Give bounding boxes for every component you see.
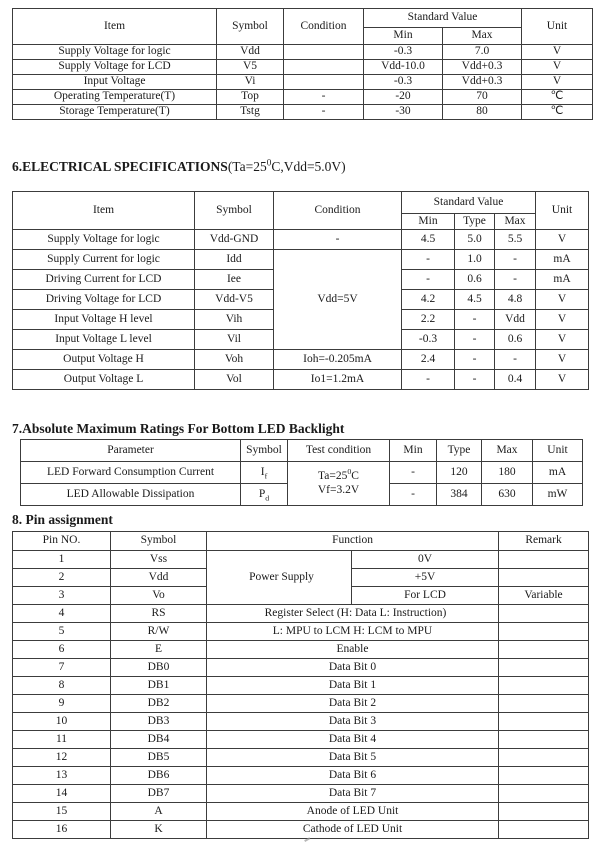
cell-pin-no: 13 [13,767,111,785]
cell-pin-no: 12 [13,749,111,767]
cell-max: Vdd+0.3 [443,60,522,75]
cell-pin-no: 3 [13,587,111,605]
cell-function: Anode of LED Unit [207,803,499,821]
cell-symbol: $I_f$ [241,462,288,484]
cell-unit: mW [533,484,583,506]
cell-item: Operating Temperature(T) [13,90,217,105]
col-header-type: Type [455,214,495,230]
cell-item: Output Voltage L [13,370,195,390]
cell-unit: V [536,290,589,310]
cell-pin-no: 2 [13,569,111,587]
cell-symbol: Idd [195,250,274,270]
cell-min: -30 [364,105,443,120]
cell-function: Data Bit 1 [207,677,499,695]
table-row [13,785,589,803]
pin-assignment-table [12,531,589,839]
cell-function: Data Bit 5 [207,749,499,767]
cell-symbol: DB0 [111,659,207,677]
cell-type: 384 [437,484,482,506]
cell-min: - [402,370,455,390]
cell-function-value: For LCD [352,587,499,605]
cell-remark [499,641,589,659]
test-condition-line1: $Ta=25^0C$ [318,466,359,482]
cell-remark [499,569,589,587]
cell-max: 0.6 [495,330,536,350]
cell-item: Output Voltage H [13,350,195,370]
cell-symbol: Tstg [217,105,284,120]
cell-type: - [455,310,495,330]
cell-item: Supply Voltage for logic [13,230,195,250]
cell-symbol: Vol [195,370,274,390]
table-row [13,60,593,75]
col-header-remark: Remark [499,532,589,551]
cell-max: 630 [482,484,533,506]
col-header-test-condition: Test condition [288,440,390,462]
col-header-item: Item [13,192,195,230]
cell-condition: - [284,90,364,105]
table-row [13,749,589,767]
table-row [13,45,593,60]
cell-remark [499,677,589,695]
cell-remark [499,713,589,731]
cell-min: -20 [364,90,443,105]
col-header-symbol: Symbol [195,192,274,230]
cell-remark: Variable [499,587,589,605]
table-row [13,659,589,677]
cell-max: - [495,350,536,370]
cell-min: 4.2 [402,290,455,310]
cell-item: Supply Voltage for logic [13,45,217,60]
cell-pin-no: 16 [13,821,111,839]
cell-min: - [390,484,437,506]
cell-symbol: Top [217,90,284,105]
col-header-function: Function [207,532,499,551]
cell-type: - [455,350,495,370]
cell-pin-no: 6 [13,641,111,659]
cell-condition: - [274,230,402,250]
cell-unit: V [522,60,593,75]
col-header-parameter: Parameter [21,440,241,462]
cell-pin-no: 5 [13,623,111,641]
led-backlight-ratings-table [20,439,583,506]
table-row [13,75,593,90]
cell-type: 4.5 [455,290,495,310]
table-row [13,677,589,695]
section-6-heading: 6.ELECTRICAL $SPECIFICATIONS(Ta=25^0C,Vdd=5.0V)$ [12,157,346,174]
cell-max: 7.0 [443,45,522,60]
col-header-standard-value: Standard Value [402,192,536,214]
cell-unit: mA [536,270,589,290]
col-header-item: Item [13,9,217,45]
cell-max: - [495,250,536,270]
col-header-symbol: Symbol [111,532,207,551]
cell-item: Input Voltage H level [13,310,195,330]
col-header-pin-no: Pin NO. [13,532,111,551]
cell-symbol: RS [111,605,207,623]
cell-function: Cathode of LED Unit [207,821,499,839]
col-header-unit: Unit [536,192,589,230]
col-header-symbol: Symbol [241,440,288,462]
cell-symbol: DB7 [111,785,207,803]
cell-remark [499,785,589,803]
cell-type: 120 [437,462,482,484]
cell-function: Data Bit 0 [207,659,499,677]
cell-symbol: Vo [111,587,207,605]
table-row [13,90,593,105]
cell-type: - [455,330,495,350]
cell-symbol: $P_d$ [241,484,288,506]
cell-remark [499,605,589,623]
cell-symbol: Voh [195,350,274,370]
col-header-standard-value: Standard Value [364,9,522,28]
cell-min: - [402,270,455,290]
col-header-max: Max [482,440,533,462]
cell-remark [499,803,589,821]
section-7-heading: 7.Absolute Maximum Ratings For Bottom LED Backlight [12,421,345,436]
cell-function: L: MPU to LCM H: LCM to MPU [207,623,499,641]
col-header-min: Min [390,440,437,462]
cell-remark [499,821,589,839]
cell-max: 80 [443,105,522,120]
table-row [13,551,589,569]
cell-item: Supply Voltage for LCD [13,60,217,75]
cell-condition: - [284,105,364,120]
cell-function: Data Bit 3 [207,713,499,731]
cell-item: Storage Temperature(T) [13,105,217,120]
cell-symbol: R/W [111,623,207,641]
cell-pin-no: 10 [13,713,111,731]
cell-symbol: E [111,641,207,659]
cell-pin-no: 8 [13,677,111,695]
col-header-min: Min [402,214,455,230]
col-header-condition: Condition [284,9,364,45]
cell-unit: V [536,350,589,370]
cell-symbol: DB1 [111,677,207,695]
cell-symbol: DB4 [111,731,207,749]
cell-max: 70 [443,90,522,105]
col-header-min: Min [364,28,443,45]
cell-unit: ℃ [522,105,593,120]
cell-symbol: K [111,821,207,839]
cell-remark [499,767,589,785]
cell-type: 5.0 [455,230,495,250]
cell-max: 5.5 [495,230,536,250]
cell-item: Driving Voltage for LCD [13,290,195,310]
cell-symbol: Vss [111,551,207,569]
cell-min: -0.3 [364,75,443,90]
table-row [13,713,589,731]
cell-min: -0.3 [364,45,443,60]
cell-min: 4.5 [402,230,455,250]
table-row [13,821,589,839]
table-row [13,695,589,713]
cell-max: 180 [482,462,533,484]
cell-type: - [455,370,495,390]
cell-function-value: 0V [352,551,499,569]
col-header-symbol: Symbol [217,9,284,45]
cell-symbol: Vdd [111,569,207,587]
cell-function: Data Bit 7 [207,785,499,803]
table-row [13,803,589,821]
cell-pin-no: 14 [13,785,111,803]
cell-pin-no: 11 [13,731,111,749]
cell-min: -0.3 [402,330,455,350]
col-header-unit: Unit [533,440,583,462]
col-header-type: Type [437,440,482,462]
cell-min: 2.4 [402,350,455,370]
cell-pin-no: 7 [13,659,111,677]
cell-parameter: LED Forward Consumption Current [21,462,241,484]
table-row [13,230,589,250]
cell-symbol: Vdd-V5 [195,290,274,310]
cell-max: 4.8 [495,290,536,310]
cell-symbol: DB6 [111,767,207,785]
table-row [13,105,593,120]
cell-test-condition-shared [288,462,390,506]
cell-unit: V [536,330,589,350]
col-header-max: Max [443,28,522,45]
cell-condition [284,45,364,60]
cell-type: 1.0 [455,250,495,270]
cell-symbol: Vil [195,330,274,350]
cell-type: 0.6 [455,270,495,290]
cell-unit: V [522,45,593,60]
cell-function: Register Select (H: Data L: Instruction) [207,605,499,623]
table-header-row [21,440,583,462]
cell-function: Data Bit 4 [207,731,499,749]
col-header-max: Max [495,214,536,230]
test-condition-line2: Vf=3.2V [317,483,360,496]
table-row [13,731,589,749]
cell-min: - [390,462,437,484]
cell-symbol: DB2 [111,695,207,713]
cell-function: Enable [207,641,499,659]
cell-min: - [402,250,455,270]
cell-condition: Ioh=-0.205mA [274,350,402,370]
cell-parameter: LED Allowable Dissipation [21,484,241,506]
cell-condition-shared: Vdd=5V [274,250,402,350]
cell-item: Input Voltage L level [13,330,195,350]
cell-max: Vdd [495,310,536,330]
electrical-specifications-table [12,191,589,390]
cell-condition: Io1=1.2mA [274,370,402,390]
cell-symbol: DB3 [111,713,207,731]
cell-remark [499,749,589,767]
cell-remark [499,731,589,749]
table-row [13,641,589,659]
cell-item: Supply Current for logic [13,250,195,270]
cell-item: Input Voltage [13,75,217,90]
cell-function: Data Bit 2 [207,695,499,713]
cell-function-power-supply: Power Supply [207,551,352,605]
table-row [13,623,589,641]
cell-item: Driving Current for LCD [13,270,195,290]
cell-pin-no: 9 [13,695,111,713]
table-row [13,350,589,370]
cell-min: 2.2 [402,310,455,330]
cell-pin-no: 1 [13,551,111,569]
absolute-maximum-ratings-table [12,8,593,120]
table-row [13,370,589,390]
cell-unit: ℃ [522,90,593,105]
cell-function: Data Bit 6 [207,767,499,785]
cell-unit: V [522,75,593,90]
table-row [13,767,589,785]
cell-symbol: DB5 [111,749,207,767]
cell-symbol: Vdd-GND [195,230,274,250]
cell-symbol: Vi [217,75,284,90]
cell-max: - [495,270,536,290]
table-row [13,605,589,623]
cell-remark [499,695,589,713]
section-8-heading: 8. Pin assignment [12,512,113,527]
table-row [13,250,589,270]
cell-symbol: A [111,803,207,821]
cell-symbol: V5 [217,60,284,75]
cell-max: Vdd+0.3 [443,75,522,90]
cell-symbol: Vdd [217,45,284,60]
table-header-row [13,9,593,28]
col-header-unit: Unit [522,9,593,45]
cell-unit: mA [533,462,583,484]
cell-pin-no: 4 [13,605,111,623]
cell-max: 0.4 [495,370,536,390]
cell-function-value: +5V [352,569,499,587]
col-header-condition: Condition [274,192,402,230]
cell-remark [499,623,589,641]
cell-remark [499,659,589,677]
cell-unit: V [536,230,589,250]
cell-remark [499,551,589,569]
cell-symbol: Iee [195,270,274,290]
cell-condition [284,60,364,75]
cell-condition [284,75,364,90]
cell-pin-no: 15 [13,803,111,821]
table-header-row [13,532,589,551]
cell-unit: V [536,370,589,390]
cell-symbol: Vih [195,310,274,330]
table-header-row [13,192,589,214]
cell-min: Vdd-10.0 [364,60,443,75]
cell-unit: V [536,310,589,330]
table-row [21,462,583,484]
cell-unit: mA [536,250,589,270]
